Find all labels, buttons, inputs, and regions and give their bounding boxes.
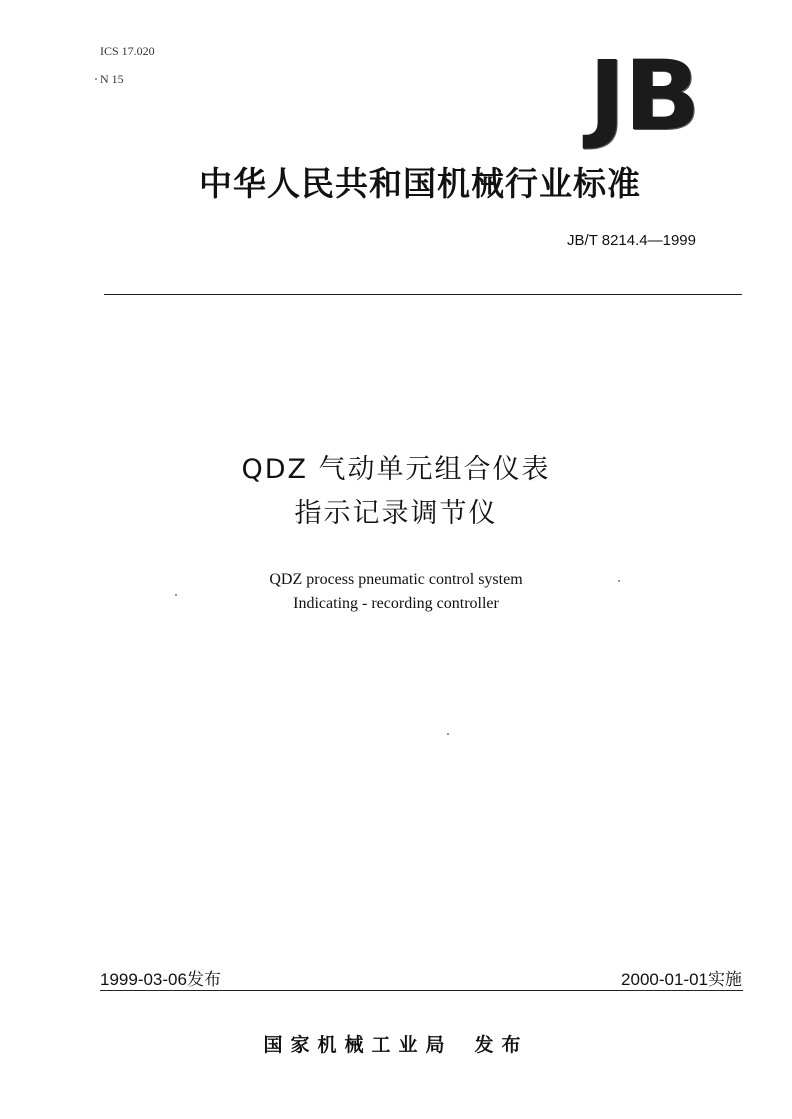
implementation-date: 2000-01-01实施 <box>621 970 742 989</box>
title-cn-line2: 指示记录调节仪 <box>294 498 498 529</box>
title-en-line2: Indicating - recording controller <box>293 595 499 612</box>
ics-code: ICS 17.020 <box>100 44 155 58</box>
title-cn-line1: QDZ 气动单元组合仪表 <box>241 454 551 485</box>
document-title-chinese <box>0 448 792 536</box>
issue-date: 1999-03-06发布 <box>100 970 221 989</box>
document-title-english <box>0 568 792 616</box>
standard-number: JB/T 8214.4—1999 <box>567 232 696 249</box>
publish-word: 发布 <box>474 1034 529 1056</box>
standard-title: 中华人民共和国机械行业标准 <box>199 164 641 203</box>
jb-logo: JB <box>588 40 699 152</box>
title-en-line1: QDZ process pneumatic control system <box>269 571 523 588</box>
top-divider <box>104 294 742 295</box>
scan-speck <box>175 594 177 596</box>
bottom-divider <box>100 990 743 991</box>
classification-code: N 15 <box>100 72 124 86</box>
publisher-line <box>0 1030 792 1057</box>
scan-speck <box>618 580 620 582</box>
scan-speck <box>447 733 449 735</box>
scan-speck <box>95 78 97 80</box>
publisher-name: 国家机械工业局 <box>263 1034 453 1056</box>
